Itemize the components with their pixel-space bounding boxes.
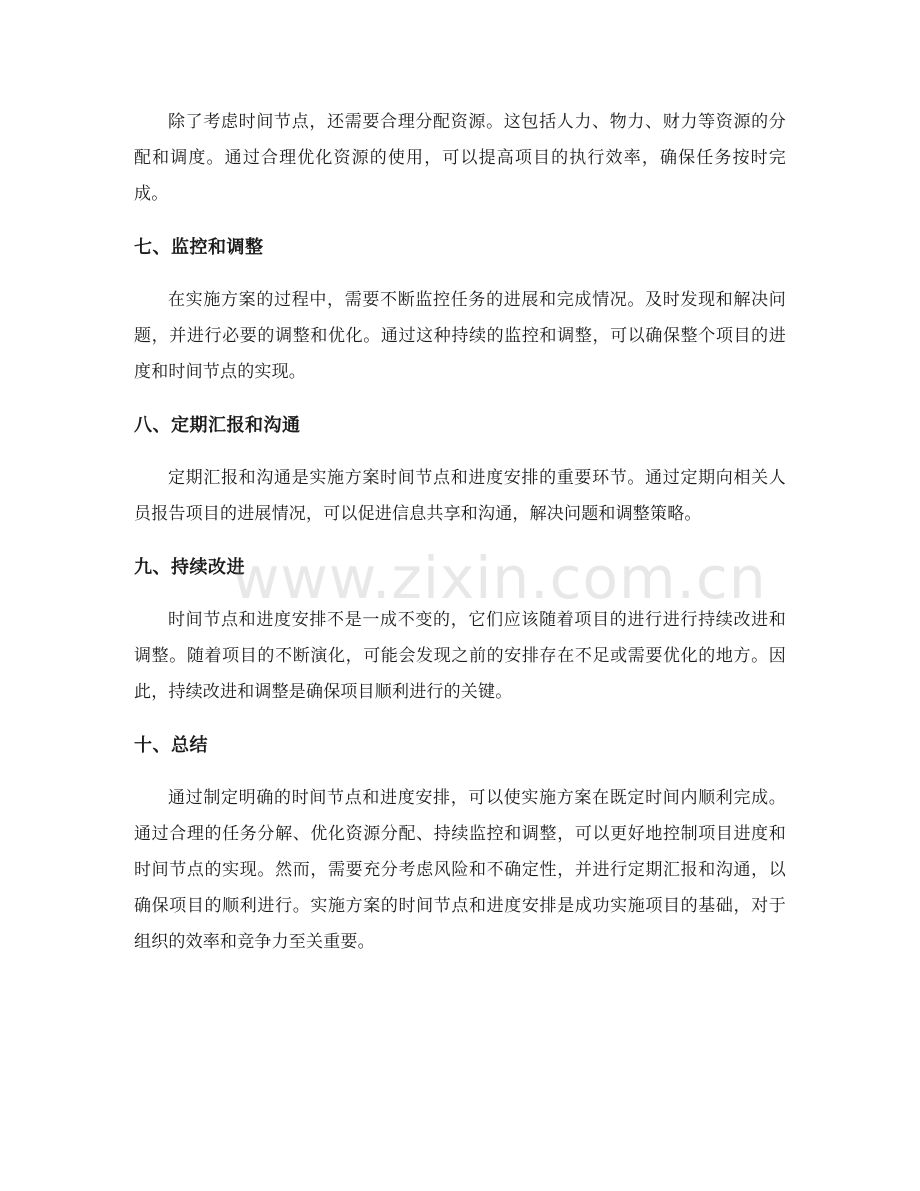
intro-paragraph: 除了考虑时间节点，还需要合理分配资源。这包括人力、物力、财力等资源的分配和调度。通过合理优化资源的使用，可以提高项目的执行效率，确保任务按时完成。 [134,112,786,204]
section-paragraph-10: 通过制定明确的时间节点和进度安排，可以使实施方案在既定时间内顺利完成。通过合理的任务分解、优化资源分配、持续监控和调整，可以更好地控制项目进度和时间节点的实现。然而，需要充分考虑风险和不确定性，并进行定期汇报和沟通，以确保项目的顺利进行。实施方案的时间节点和进度安排是成功实施项目的基础，对于组织的效率和竞争力至关重要。 [134,788,786,952]
section-heading-10: 十、总结 [134,735,208,756]
section-heading-9: 九、持续改进 [134,557,245,578]
section-paragraph-8: 定期汇报和沟通是实施方案时间节点和进度安排的重要环节。通过定期向相关人员报告项目的进展情况，可以促进信息共享和沟通，解决问题和调整策略。 [134,468,786,524]
section-heading-8: 八、定期汇报和沟通 [134,415,301,436]
watermark: www.zixin.com.cn [232,544,767,612]
section-heading-7: 七、监控和调整 [134,237,264,258]
section-paragraph-9: 时间节点和进度安排不是一成不变的，它们应该随着项目的进行进行持续改进和调整。随着项目的不断演化，可能会发现之前的安排存在不足或需要优化的地方。因此，持续改进和调整是确保项目顺利进行的关键。 [134,610,786,702]
document-body [134,104,786,960]
section-paragraph-7: 在实施方案的过程中，需要不断监控任务的进展和完成情况。及时发现和解决问题，并进行必要的调整和优化。通过这种持续的监控和调整，可以确保整个项目的进度和时间节点的实现。 [134,290,786,382]
